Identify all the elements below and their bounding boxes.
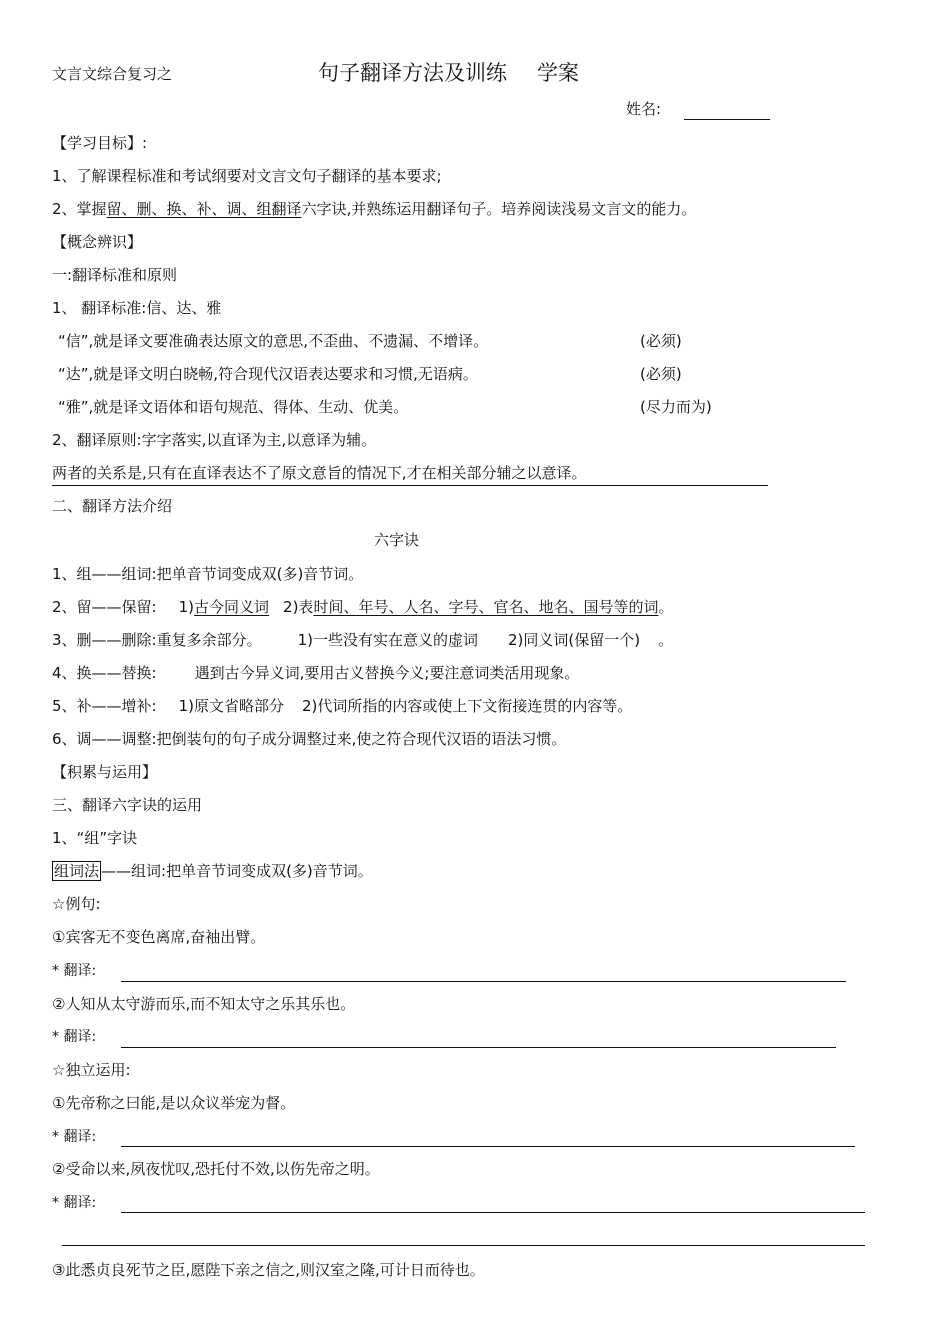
name-label: 姓名: [626,100,662,118]
method-huan-label: 4、换——替换: [52,664,157,682]
independent-2: ②受命以来,夙夜忧叹,恐托付不效,以伤先帝之明。 [52,1160,380,1178]
zu-rule-title: 1、“组”字诀 [52,829,138,847]
independent-heading: ☆独立运用: [52,1061,131,1079]
translate-label: * 翻译: [52,963,97,979]
page-title [318,60,579,86]
translate-label: * 翻译: [52,1195,97,1211]
standard-da: “达”,就是译文明白晓畅,符合现代汉语表达要求和习惯,无语病。 [58,365,478,383]
series-label: 文言文综合复习之 [52,65,173,83]
method-bu-label: 5、补——增补: [52,697,157,715]
standard-xin: “信”,就是译文要准确表达原文的意思,不歪曲、不遗漏、不增译。 [58,332,489,350]
zu-method-line [52,861,373,881]
method-shan-end: 。 [658,631,674,649]
zu-method-boxed-term: 组词法 [54,862,100,880]
example-2: ②人知从太守游而乐,而不知太守之乐其乐也。 [52,995,356,1013]
method-liu-point-1-num: 1) [178,598,195,616]
translate-answer-line[interactable] [121,981,846,982]
example-1: ①宾客无不变色离席,奋袖出臂。 [52,928,266,946]
independent-3: ③此悉贞良死节之臣,愿陛下亲之信之,则汉室之隆,可计日而待也。 [52,1261,485,1279]
method-tiao: 6、调——调整:把倒装句的句子成分调整过来,使之符合现代汉语的语法习惯。 [52,730,567,748]
name-blank[interactable] [684,119,770,120]
standard-ya-note: (尽力而为) [640,398,712,416]
practice-heading: 【积累与运用】 [52,763,158,781]
method-shan-label: 3、删——删除:重复多余部分。 [52,631,262,649]
relation-text: 两者的关系是,只有在直译表达不了原文意旨的情况下,才在相关部分辅之以意译。 [52,464,587,482]
method-bu-point-2: 2)代词所指的内容或使上下文衔接连贯的内容等。 [302,697,633,715]
method-liu [52,597,673,617]
method-liu-point-1: 古今同义词 [194,598,270,616]
method-bu-point-1: 1)原文省略部分 [178,697,285,715]
translate-answer-line[interactable] [121,1047,836,1048]
method-shan [52,630,673,650]
method-zu: 1、组——组词:把单音节词变成双(多)音节词。 [52,565,364,583]
relation-underline [52,485,768,486]
translate-answer-line[interactable] [121,1146,855,1147]
six-rules-subtitle: 六字诀 [374,531,420,549]
method-shan-point-2: 2)同义词(保留一个) [508,631,641,649]
method-huan [52,663,579,683]
standard-title: 1、 翻译标准:信、达、雅 [52,299,222,317]
concepts-heading: 【概念辨识】 [52,233,143,251]
method-liu-label: 2、留——保留: [52,598,157,616]
translate-answer-line[interactable] [121,1212,865,1213]
method-liu-end: 。 [658,598,674,616]
example-heading: ☆例句: [52,895,101,913]
method-liu-point-2: 时间、年号、人名、字号、官名、地名、国号等的词 [313,598,659,616]
method-liu-point-2-num: 2)表 [283,598,314,616]
page-title-suffix: 学案 [537,61,579,85]
principle-text: 2、翻译原则:字字落实,以直译为主,以意译为辅。 [52,431,377,449]
goal-item-2-suffix: 六字诀,并熟练运用翻译句子。培养阅读浅易文言文的能力。 [301,200,697,218]
independent-1: ①先帝称之曰能,是以众议举宠为督。 [52,1094,296,1112]
translate-answer-line-2[interactable] [62,1245,865,1246]
standard-xin-note: (必须) [640,332,682,350]
zu-method-definition: ——组词:把单音节词变成双(多)音节词。 [101,862,373,880]
standard-ya: “雅”,就是译文语体和语句规范、得体、生动、优美。 [58,398,409,416]
section-2-title: 二、翻译方法介绍 [52,497,173,515]
method-huan-detail: 遇到古今异义词,要用古义替换今义;要注意词类活用现象。 [194,664,580,682]
section-3-title: 三、翻译六字诀的运用 [52,796,203,814]
goal-item-2 [52,199,696,219]
method-bu [52,696,632,716]
goal-item-2-methods: 留、删、换、补、调、组翻译 [106,200,302,218]
goal-item-1: 1、了解课程标准和考试纲要对文言文句子翻译的基本要求; [52,167,442,185]
standard-da-note: (必须) [640,365,682,383]
section-1-title: 一:翻译标准和原则 [52,266,178,284]
goal-item-2-prefix: 2、掌握 [52,200,107,218]
method-shan-point-1: 1)一些没有实在意义的虚词 [297,631,479,649]
goals-heading: 【学习目标】: [52,134,148,152]
page-title-main: 句子翻译方法及训练 [318,61,507,85]
translate-label: * 翻译: [52,1129,97,1145]
translate-label: * 翻译: [52,1029,97,1045]
